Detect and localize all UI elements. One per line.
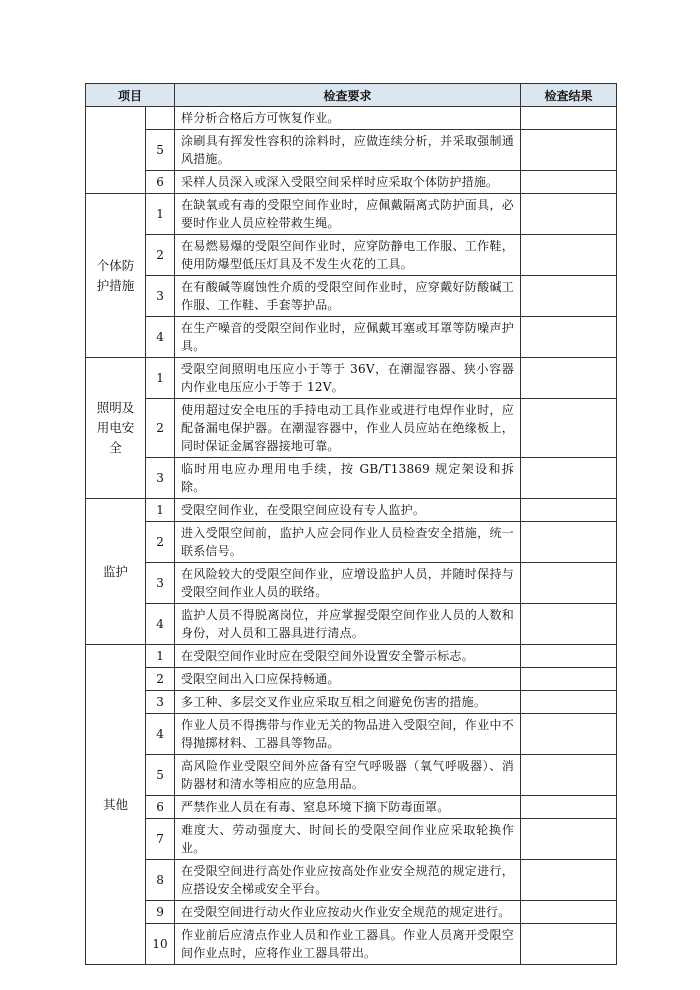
table-row (86, 522, 617, 563)
requirement-text: 多工种、多层交叉作业应采取互相之间避免伤害的措施。 (175, 691, 521, 714)
result-cell[interactable] (521, 924, 617, 965)
header-item: 项目 (86, 84, 175, 107)
requirement-text: 在有酸碱等腐蚀性介质的受限空间作业时，应穿戴好防酸碱工作服、工作鞋、手套等护品。 (175, 276, 521, 317)
result-cell[interactable] (521, 691, 617, 714)
category-cell: 照明及用电安全 (86, 358, 146, 499)
table-row (86, 499, 617, 522)
result-cell[interactable] (521, 276, 617, 317)
result-cell[interactable] (521, 317, 617, 358)
item-number: 1 (146, 194, 175, 235)
result-cell[interactable] (521, 604, 617, 645)
requirement-text: 使用超过安全电压的手持电动工具作业或进行电焊作业时，应配备漏电保护器。在潮湿容器中，作业人员应站在绝缘板上，同时保证金属容器接地可靠。 (175, 399, 521, 458)
item-number: 4 (146, 604, 175, 645)
table-row (86, 317, 617, 358)
table-row (86, 714, 617, 755)
table-row (86, 107, 617, 130)
requirement-text: 在受限空间进行高处作业应按高处作业安全规范的规定进行，应搭设安全梯或安全平台。 (175, 860, 521, 901)
item-number: 7 (146, 819, 175, 860)
requirement-text: 作业前后应清点作业人员和作业工器具。作业人员离开受限空间作业点时，应将作业工器具带出。 (175, 924, 521, 965)
table-row (86, 691, 617, 714)
requirement-text: 进入受限空间前，监护人应会同作业人员检查安全措施，统一联系信号。 (175, 522, 521, 563)
item-number: 10 (146, 924, 175, 965)
result-cell[interactable] (521, 107, 617, 130)
result-cell[interactable] (521, 499, 617, 522)
result-cell[interactable] (521, 522, 617, 563)
requirement-text: 作业人员不得携带与作业无关的物品进入受限空间，作业中不得抛掷材料、工器具等物品。 (175, 714, 521, 755)
result-cell[interactable] (521, 755, 617, 796)
result-cell[interactable] (521, 235, 617, 276)
table-row (86, 235, 617, 276)
item-number: 2 (146, 668, 175, 691)
checklist-table (85, 83, 617, 965)
item-number: 2 (146, 399, 175, 458)
result-cell[interactable] (521, 130, 617, 171)
requirement-text: 在受限空间进行动火作业应按动火作业安全规范的规定进行。 (175, 901, 521, 924)
table-row (86, 901, 617, 924)
result-cell[interactable] (521, 714, 617, 755)
result-cell[interactable] (521, 668, 617, 691)
requirement-text: 监护人员不得脱离岗位，并应掌握受限空间作业人员的人数和身份，对人员和工器具进行清点。 (175, 604, 521, 645)
result-cell[interactable] (521, 901, 617, 924)
table-row (86, 358, 617, 399)
table-row (86, 458, 617, 499)
item-number: 8 (146, 860, 175, 901)
item-number: 5 (146, 755, 175, 796)
requirement-text: 涂刷具有挥发性容积的涂料时，应做连续分析，并采取强制通风措施。 (175, 130, 521, 171)
item-number: 5 (146, 130, 175, 171)
requirement-text: 难度大、劳动强度大、时间长的受限空间作业应采取轮换作业。 (175, 819, 521, 860)
table-row (86, 819, 617, 860)
item-number: 6 (146, 171, 175, 194)
requirement-text: 采样人员深入或深入受限空间采样时应采取个体防护措施。 (175, 171, 521, 194)
item-number: 2 (146, 235, 175, 276)
result-cell[interactable] (521, 399, 617, 458)
result-cell[interactable] (521, 194, 617, 235)
result-cell[interactable] (521, 819, 617, 860)
requirement-text: 受限空间照明电压应小于等于 36V，在潮湿容器、狭小容器内作业电压应小于等于 12V。 (175, 358, 521, 399)
requirement-text: 受限空间出入口应保持畅通。 (175, 668, 521, 691)
requirement-text: 高风险作业受限空间外应备有空气呼吸器（氧气呼吸器）、消防器材和清水等相应的应急用品。 (175, 755, 521, 796)
header-requirement: 检查要求 (175, 84, 521, 107)
item-number: 3 (146, 563, 175, 604)
requirement-text: 在缺氧或有毒的受限空间作业时，应佩戴隔离式防护面具，必要时作业人员应栓带救生绳。 (175, 194, 521, 235)
result-cell[interactable] (521, 860, 617, 901)
requirement-text: 在风险较大的受限空间作业，应增设监护人员，并随时保持与受限空间作业人员的联络。 (175, 563, 521, 604)
table-row (86, 668, 617, 691)
item-number: 6 (146, 796, 175, 819)
table-row (86, 130, 617, 171)
requirement-text: 样分析合格后方可恢复作业。 (175, 107, 521, 130)
table-row (86, 755, 617, 796)
result-cell[interactable] (521, 645, 617, 668)
result-cell[interactable] (521, 796, 617, 819)
category-cell: 监护 (86, 499, 146, 645)
item-number: 1 (146, 358, 175, 399)
requirement-text: 临时用电应办理用电手续，按 GB/T13869 规定架设和拆除。 (175, 458, 521, 499)
header-result: 检查结果 (521, 84, 617, 107)
item-number (146, 107, 175, 130)
item-number: 9 (146, 901, 175, 924)
result-cell[interactable] (521, 563, 617, 604)
requirement-text: 严禁作业人员在有毒、窒息环境下摘下防毒面罩。 (175, 796, 521, 819)
table-row (86, 194, 617, 235)
item-number: 1 (146, 499, 175, 522)
item-number: 4 (146, 714, 175, 755)
table-header-row (86, 84, 617, 107)
item-number: 3 (146, 276, 175, 317)
table-row (86, 924, 617, 965)
requirement-text: 在易燃易爆的受限空间作业时，应穿防静电工作服、工作鞋，使用防爆型低压灯具及不发生火花的工具。 (175, 235, 521, 276)
item-number: 4 (146, 317, 175, 358)
requirement-text: 受限空间作业，在受限空间应设有专人监护。 (175, 499, 521, 522)
table-row (86, 276, 617, 317)
item-number: 3 (146, 691, 175, 714)
item-number: 2 (146, 522, 175, 563)
result-cell[interactable] (521, 171, 617, 194)
table-row (86, 860, 617, 901)
category-cell: 个体防护措施 (86, 194, 146, 358)
category-cell (86, 107, 146, 194)
category-cell: 其他 (86, 645, 146, 965)
requirement-text: 在生产噪音的受限空间作业时，应佩戴耳塞或耳罩等防噪声护具。 (175, 317, 521, 358)
table-row (86, 399, 617, 458)
table-row (86, 604, 617, 645)
item-number: 1 (146, 645, 175, 668)
result-cell[interactable] (521, 358, 617, 399)
table-row (86, 645, 617, 668)
item-number: 3 (146, 458, 175, 499)
requirement-text: 在受限空间作业时应在受限空间外设置安全警示标志。 (175, 645, 521, 668)
table-row (86, 171, 617, 194)
table-row (86, 796, 617, 819)
table-row (86, 563, 617, 604)
result-cell[interactable] (521, 458, 617, 499)
